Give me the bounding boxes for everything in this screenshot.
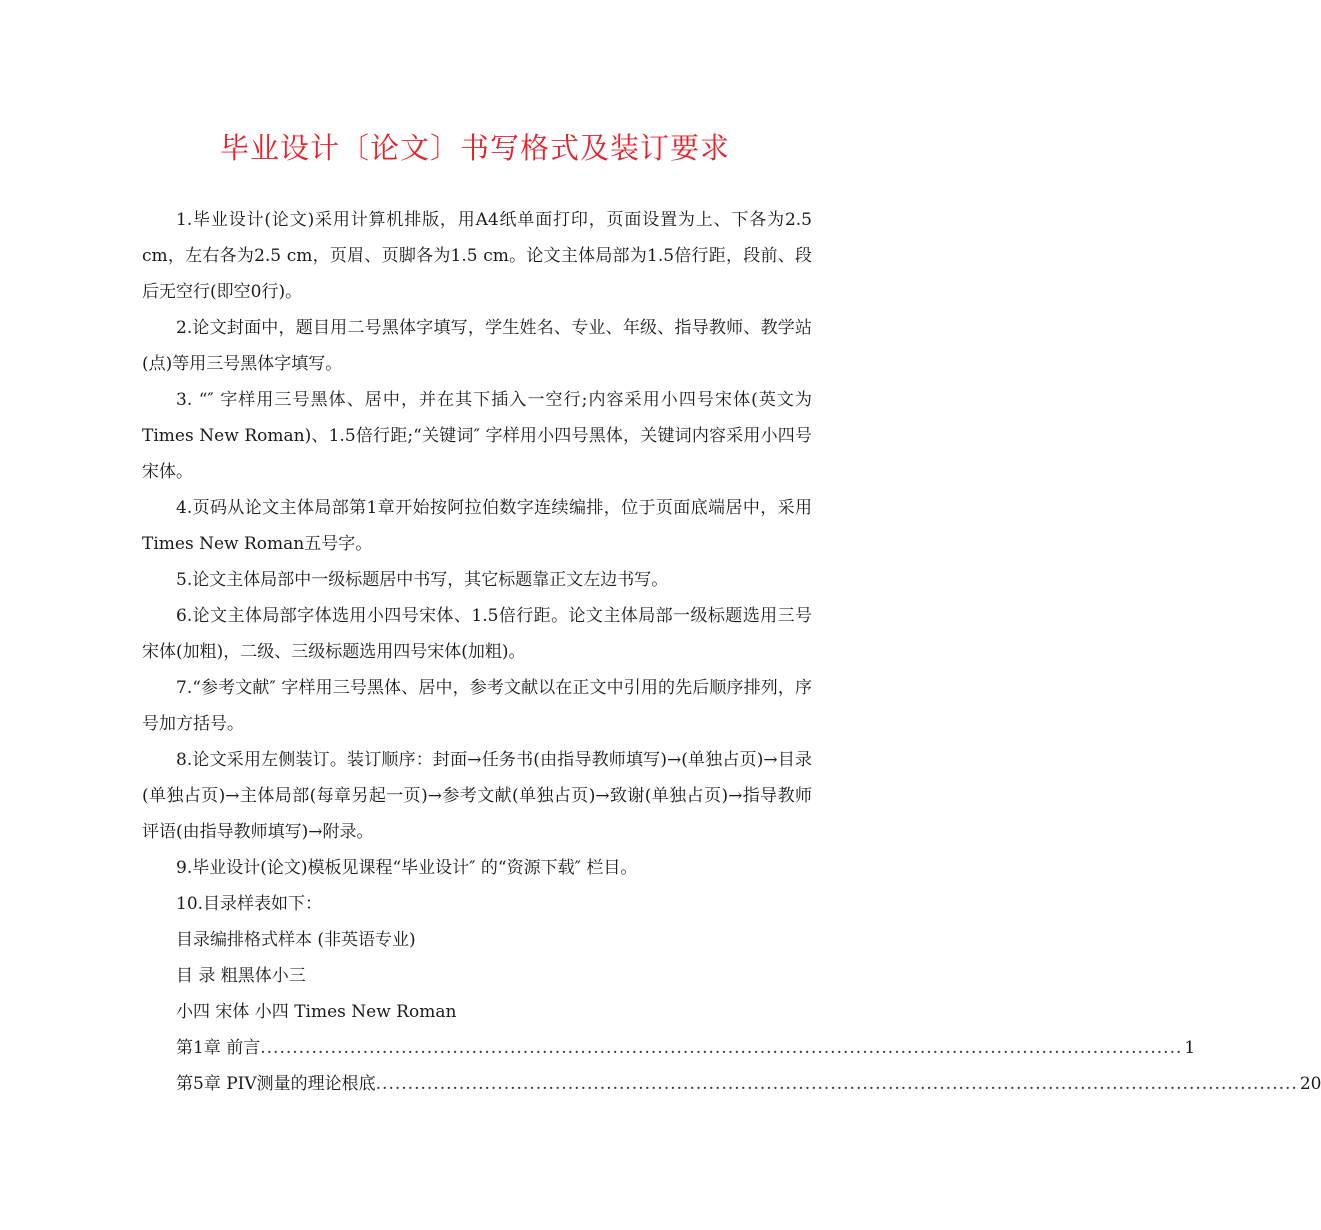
toc-entry-label: 第1章 前言 <box>176 1038 261 1058</box>
document-title: 毕业设计〔论文〕书写格式及装订要求 <box>219 131 730 165</box>
toc-leader-dots: ................................................................................................................................................ <box>260 1038 1183 1058</box>
paragraph-6: 6.论文主体局部字体选用小四号宋体、1.5倍行距。论文主体局部一级标题选用三号宋体(加粗)，二级、三级标题选用四号宋体(加粗)。 <box>142 606 812 662</box>
toc-entry <box>142 1066 1321 1102</box>
paragraph-8: 8.论文采用左侧装订。装订顺序：封面→任务书(由指导教师填写)→(单独占页)→目录(单独占页)→主体局部(每章另起一页)→参考文献(单独占页)→致谢(单独占页)→指导教师评语(由指导教师填写)→附录。 <box>142 750 812 842</box>
toc-entry-label: 第5章 PIV测量的理论根底 <box>176 1074 376 1094</box>
toc-entry <box>142 1030 1196 1066</box>
sample-line: 小四 宋体 小四 Times New Roman <box>176 1002 457 1022</box>
toc-leader-dots: ................................................................................................................................................ <box>375 1074 1298 1094</box>
paragraph-5: 5.论文主体局部中一级标题居中书写，其它标题靠正文左边书写。 <box>176 570 669 590</box>
paragraph-1: 1.毕业设计(论文)采用计算机排版，用A4纸单面打印，页面设置为上、下各为2.5 cm，左右各为2.5 cm，页眉、页脚各为1.5 cm。论文主体局部为1.5倍行距，段前、段后无空行(即空0行)。 <box>142 210 812 302</box>
toc-entry-page: 1 <box>1184 1038 1196 1058</box>
sample-line: 目录编排格式样本 (非英语专业) <box>176 930 416 950</box>
paragraph-9: 9.毕业设计(论文)模板见课程“毕业设计″ 的“资源下载″ 栏目。 <box>176 858 638 878</box>
sample-line: 目 录 粗黑体小三 <box>176 966 306 986</box>
paragraph-4: 4.页码从论文主体局部第1章开始按阿拉伯数字连续编排，位于页面底端居中，采用Times New Roman五号字。 <box>142 498 812 554</box>
paragraph-3: 3. “″ 字样用三号黑体、居中，并在其下插入一空行;内容采用小四号宋体(英文为Times New Roman)、1.5倍行距;“关键词″ 字样用小四号黑体，关键词内容采用小四号宋体。 <box>142 390 812 482</box>
paragraph-2: 2.论文封面中，题目用二号黑体字填写，学生姓名、专业、年级、指导教师、教学站(点)等用三号黑体字填写。 <box>142 318 812 374</box>
document-body <box>142 202 1321 1102</box>
paragraph-7: 7.“参考文献″ 字样用三号黑体、居中，参考文献以在正文中引用的先后顺序排列，序号加方括号。 <box>142 678 812 734</box>
paragraph-10: 10.目录样表如下： <box>176 894 323 914</box>
toc-entry-page: 20 <box>1299 1074 1321 1094</box>
